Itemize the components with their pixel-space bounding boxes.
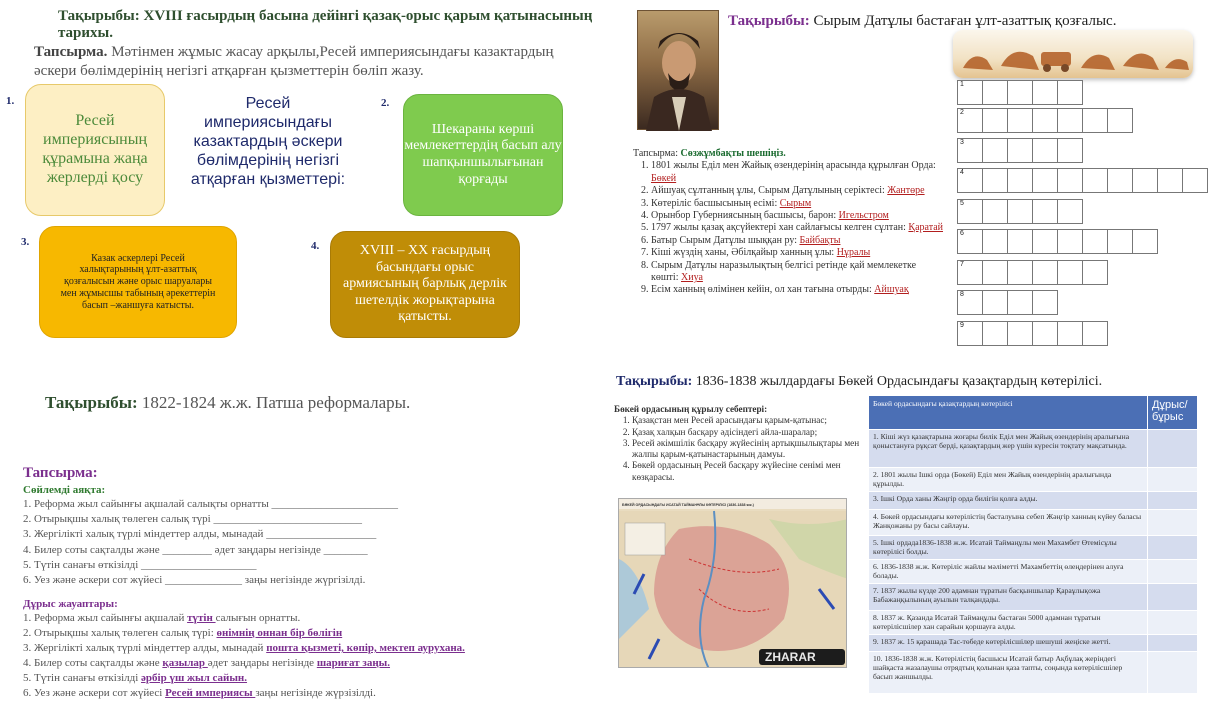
crossword-cell[interactable] — [1007, 168, 1033, 193]
crossword-cell[interactable] — [957, 229, 983, 254]
q1-center-heading: Ресей империясындағы казактардың әскери бөлімдерінің негізгі атқарған қызметтері: — [190, 95, 346, 188]
crossword-cell[interactable] — [1007, 290, 1033, 315]
box1-number: 1. — [6, 95, 15, 107]
clue-item: 3. Көтеріліс басшысының есімі: Сырым — [651, 198, 943, 210]
crossword-row — [957, 199, 1082, 224]
table-header-statement: Бөкей ордасындағы қазақтардың көтерілісі — [869, 396, 1148, 430]
q2-title: Тақырыбы: Сырым Датұлы бастаған ұлт-азаттық қозғалыс. — [728, 13, 1117, 29]
clue-item: 6. Батыр Сырым Датұлы шыққан ру: Байбақты — [651, 235, 943, 247]
table-header-true-false: Дұрыс/ бұрыс — [1148, 396, 1198, 430]
crossword-cell[interactable] — [1107, 168, 1133, 193]
clue-item: 8. Сырым Датұлы наразылықтың белгісі ретінде қай мемлекетке көшті: Хиуа — [651, 260, 943, 285]
cause-item: 3. Ресей әкімшілік басқару жүйесінің артықшылықтары мен жалпы қарым-қатынастарының дамуы. — [632, 438, 864, 461]
crossword-number: 3 — [960, 139, 964, 146]
box2-text: Шекараны көрші мемлекеттердің басып алу шапқыншылығынан қорғады — [403, 94, 563, 216]
crossword-cell[interactable] — [1057, 80, 1083, 105]
crossword-cell[interactable] — [982, 80, 1008, 105]
crossword-cell[interactable] — [982, 290, 1008, 315]
crossword-cell[interactable] — [1057, 168, 1083, 193]
box4-text: XVIII – XX ғасырдың басындағы орыс армиясының барлық дерлік шетелдік жорықтарына қатысты. — [330, 231, 520, 338]
fill-in-line: 3. Жергілікті халық түрлі міндеттер алды, мынадай ____________________ — [23, 528, 377, 541]
fill-in-line: 4. Билер соты сақталды және _________ әдет заңдары негізінде ________ — [23, 543, 368, 556]
answer-line: 4. Билер соты сақталды және қазылар әдет заңдары негізінде шариғат заңы. — [23, 657, 391, 669]
crossword-cell[interactable] — [1082, 321, 1108, 346]
crossword-clues-list — [633, 160, 943, 296]
q4-causes — [614, 404, 864, 483]
table-row: 7. 1837 жылы күзде 200 адамнан тұратын басқыншылар Қараұлықожа Бабажаңқылының ауылын талқандады. — [869, 584, 1198, 611]
crossword-cell[interactable] — [1032, 290, 1058, 315]
crossword-row — [957, 108, 1132, 133]
crossword-cell[interactable] — [957, 321, 983, 346]
crossword-cell[interactable] — [1032, 229, 1058, 254]
crossword-cell[interactable] — [1032, 168, 1058, 193]
table-row: 4. Бөкей ордасындағы көтерілістің басталуына себеп Жәңгір ханның күйеу баласы Жанқожаны ру басы сайлауы. — [869, 510, 1198, 536]
crossword-cell[interactable] — [1057, 108, 1083, 133]
box1-text: Ресей империясының құрамына жаңа жерлерді қосу — [25, 84, 165, 216]
crossword-cell[interactable] — [982, 138, 1008, 163]
crossword-cell[interactable] — [1032, 138, 1058, 163]
uprising-map-image — [618, 498, 847, 668]
crossword-row — [957, 260, 1107, 285]
clue-item: 7. Кіші жүздің ханы, Әбілқайыр ханның ұлы: Нұралы — [651, 247, 943, 259]
crossword-cell[interactable] — [1107, 229, 1133, 254]
table-row: 9. 1837 ж. 15 қарашада Тас-төбеде көтерілісшілер шешуші жеңіске жетті. — [869, 635, 1198, 652]
box2-number: 2. — [381, 97, 390, 109]
crossword-cell[interactable] — [1032, 260, 1058, 285]
crossword-cell[interactable] — [1057, 321, 1083, 346]
q3-task-heading: Тапсырма: — [23, 465, 98, 481]
box3-number: 3. — [21, 236, 30, 248]
table-row: 2. 1801 жылы Ішкі орда (Бөкей) Еділ мен Жайық өзендерінің аралығында құрылды. — [869, 468, 1198, 492]
crossword-number: 1 — [960, 81, 964, 88]
crossword-cell[interactable] — [957, 138, 983, 163]
table-row: 6. 1836-1838 ж.ж. Көтеріліс жайлы мәліметті Махамбеттің өлеңдерінен алуға болады. — [869, 560, 1198, 584]
map-logo: ZHARAR — [765, 650, 816, 664]
crossword-number: 8 — [960, 291, 964, 298]
clue-item: 9. Есім ханның өлімінен кейін, ол хан тағына отырды: Айшуақ — [651, 284, 943, 296]
box4-number: 4. — [311, 240, 320, 252]
caravan-banner-image — [953, 30, 1193, 78]
q3-fill-in-list — [23, 497, 423, 588]
answer-line: 5. Түтін санағы өткізілді әрбір үш жыл сайын. — [23, 672, 248, 684]
crossword-cell[interactable] — [1157, 168, 1183, 193]
crossword-row — [957, 80, 1082, 105]
clue-item: 2. Айшуақ сұлтанның ұлы, Сырым Датұлының серіктесі: Жантөре — [651, 185, 943, 197]
crossword-cell[interactable] — [982, 199, 1008, 224]
answer-line: 1. Реформа жыл сайынғы ақшалай түтін салығын орнатты. — [23, 612, 301, 624]
clue-item: 1. 1801 жылы Еділ мен Жайық өзендерінің арасында құрылған Орда: Бөкей — [651, 160, 943, 185]
crossword-row — [957, 229, 1157, 254]
cause-item: 1. Қазақстан мен Ресей арасындағы қарым-қатынас; — [632, 415, 864, 426]
uprising-true-false-table — [868, 395, 1198, 694]
crossword-number: 5 — [960, 200, 964, 207]
fill-in-line: 5. Түтін санағы өткізілді _____________________ — [23, 558, 257, 571]
crossword-cell[interactable] — [1057, 199, 1083, 224]
crossword-cell[interactable] — [957, 168, 983, 193]
syrym-portrait-image — [637, 10, 719, 130]
q4-causes-heading: Бөкей ордасының құрылу себептері: — [614, 404, 768, 414]
answer-line: 2. Отырықшы халық төлеген салық түрі: өнімнің оннан бір бөлігін — [23, 627, 343, 639]
crossword-cell[interactable] — [1032, 199, 1058, 224]
crossword-cell[interactable] — [1107, 108, 1133, 133]
crossword-cell[interactable] — [1007, 80, 1033, 105]
clue-item: 4. Орынбор Губерниясының басшысы, барон: Игельстром — [651, 210, 943, 222]
crossword-cell[interactable] — [957, 260, 983, 285]
crossword-cell[interactable] — [1132, 168, 1158, 193]
answer-line: 6. Уез және әскери сот жүйесі Ресей империясы заңы негізінде жүрзізілді. — [23, 687, 376, 699]
crossword-number: 2 — [960, 109, 964, 116]
crossword-cell[interactable] — [1032, 108, 1058, 133]
crossword-cell[interactable] — [957, 108, 983, 133]
crossword-cell[interactable] — [1182, 168, 1208, 193]
crossword-cell[interactable] — [1057, 260, 1083, 285]
q1-task: Тапсырма. Мәтінмен жұмыс жасау арқылы,Ресей империясындағы казактардың әскери бөлімдерінің негізгі атқарған қызметтерін бөліп жазу. — [34, 44, 554, 79]
q4-title: Тақырыбы: 1836-1838 жылдардағы Бөкей Ордасындағы қазақтардың көтерілісі. — [616, 374, 1103, 389]
crossword-cell[interactable] — [957, 80, 983, 105]
table-row: 5. Ішкі ордада1836-1838 ж.ж. Исатай Таймаңұлы мен Махамбет Өтемісұлы көтерілісі болды. — [869, 536, 1198, 560]
crossword-number: 7 — [960, 261, 964, 268]
table-row: 1. Кіші жүз қазақтарына жоғары билік Еділ мен Жайық өзендерінің аралығына қоныстануға рұқсат берді, қазақтардың жер үшін күресін тоқтату мақсатында. — [869, 430, 1198, 468]
table-row: 8. 1837 ж. Қазанда Исатай Таймаңұлы бастаған 5000 адамнан тұратын көтерілісшілер хан сарайын қоршауға алды. — [869, 611, 1198, 635]
answer-line: 3. Жергілікті халық түрлі міндеттер алды, мынадай пошта қызметі, көпір, мектеп аурухана. — [23, 642, 465, 654]
crossword-cell[interactable] — [982, 321, 1008, 346]
q3-answers-list — [23, 611, 543, 701]
crossword-cell[interactable] — [982, 108, 1008, 133]
crossword-row — [957, 321, 1107, 346]
cause-item: 4. Бөкей ордасының Ресей басқару жүйесіне сенімі мен көзқарасы. — [632, 460, 864, 483]
fill-in-line: 6. Уез және әскери сот жүйесі ______________ заңы негізінде жүргізілді. — [23, 574, 366, 587]
map-title: БӨКЕЙ ОРДАСЫНДАҒЫ ИСАТАЙ ТАЙМАНҰЛЫ КӨТЕРІЛІСІ (1836-1838 жж.) — [622, 503, 754, 507]
crossword-cell[interactable] — [1057, 229, 1083, 254]
table-row: 10. 1836-1838 ж.ж. Көтерілістің басшысы Исатай батыр Ақбұлақ жеріндегі шайқаста жазалаушы отрядтың қолынан қаза тапты, соңында көтерілісшілер басып жаншылды. — [869, 652, 1198, 694]
fill-in-line: 2. Отырықшы халық төлеген салық түрі ___________________________ — [23, 513, 362, 526]
crossword-number: 9 — [960, 322, 964, 329]
crossword-cell[interactable] — [1007, 138, 1033, 163]
crossword-cell[interactable] — [1007, 229, 1033, 254]
crossword-number: 6 — [960, 230, 964, 237]
crossword-cell[interactable] — [1007, 108, 1033, 133]
crossword-cell[interactable] — [982, 260, 1008, 285]
clue-item: 5. 1797 жылы қазақ ақсүйектері хан сайлағысы келген сұлтан: Қаратай — [651, 222, 943, 234]
crossword-cell[interactable] — [957, 290, 983, 315]
crossword-cell[interactable] — [1007, 321, 1033, 346]
crossword-cell[interactable] — [1032, 321, 1058, 346]
fill-in-line: 1. Реформа жыл сайынғы ақшалай салықты орнатты _______________________ — [23, 498, 399, 510]
crossword-cell[interactable] — [982, 168, 1008, 193]
crossword-row — [957, 290, 1057, 315]
crossword-row — [957, 168, 1207, 193]
crossword-cell[interactable] — [1082, 260, 1108, 285]
crossword-cell[interactable] — [1082, 229, 1108, 254]
q2-task: Тапсырма: Сөзжұмбақты шешіңіз. 1. 1801 жылы Еділ мен Жайық өзендерінің арасында құрылған Орда: Бөкей 2. Айшуақ сұлтанның ұлы, Сырым Датұлының серіктесі: Жантөре 3. Көтеріліс басшысының есімі: Сырым 4. Орынбор Губерниясының басшысы, барон: Игельстром 5. 1797 жылы қазақ ақсүйектері хан сайлағысы келген сұлтан: Қаратай 6. Батыр Сырым Датұлы шыққан ру: Байбақты 7. Кіші жүздің ханы, Әбілқайыр ханның ұлы: Нұралы 8. Сырым Датұлы наразылықтың белгісі ретінде қай мемлекетке көшті: Хиуа 9. Есім ханның өлімінен кейін, ол хан тағына отырды: Айшуақ — [633, 148, 943, 297]
crossword-cell[interactable] — [957, 199, 983, 224]
crossword-cell[interactable] — [982, 229, 1008, 254]
q3-answers-heading: Дұрыс жауаптары: — [23, 598, 118, 610]
q3-title: Тақырыбы: 1822-1824 ж.ж. Патша реформалары. — [45, 393, 411, 412]
crossword-cell[interactable] — [1057, 138, 1083, 163]
q1-title: Тақырыбы: XVIII ғасырдың басына дейінгі қазақ-орыс қарым қатынасының тарихы. — [58, 8, 593, 41]
q3-subheading: Сөйлемді аяқта: — [23, 484, 106, 496]
crossword-cell[interactable] — [1132, 229, 1158, 254]
crossword-row — [957, 138, 1082, 163]
cause-item: 2. Қазақ халқын басқару әдісіндегі айла-шаралар; — [632, 427, 864, 438]
crossword-cell[interactable] — [1082, 168, 1108, 193]
box3-text: Казак әскерлері Ресей халықтарының ұлт-азаттық қозғалысын және орыс шаруалары мен жұмысшы табының әрекеттерін басып –жаншуға катысты. — [39, 226, 237, 338]
crossword-cell[interactable] — [1007, 199, 1033, 224]
crossword-number: 4 — [960, 169, 964, 176]
table-row: 3. Ішкі Орда ханы Жәңгір орда билігін қолға алды. — [869, 492, 1198, 510]
crossword-cell[interactable] — [1032, 80, 1058, 105]
crossword-cell[interactable] — [1082, 108, 1108, 133]
crossword-cell[interactable] — [1007, 260, 1033, 285]
